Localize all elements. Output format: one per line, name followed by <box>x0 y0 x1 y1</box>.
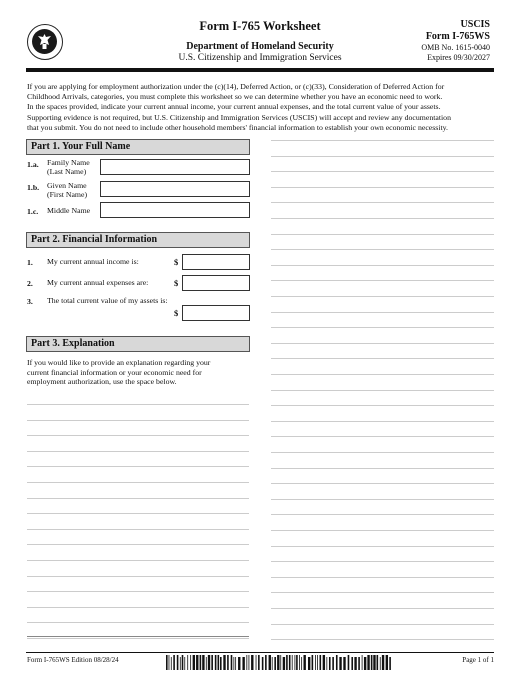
barcode-bar <box>315 655 316 670</box>
barcode-bar <box>258 655 260 670</box>
writing-line <box>27 435 249 436</box>
barcode-bar <box>231 655 233 670</box>
barcode-bar <box>235 657 236 670</box>
barcode-bar <box>215 655 217 670</box>
dollar-sign: $ <box>174 308 179 318</box>
barcode-bar <box>242 657 244 670</box>
annual-expenses-label: My current annual expenses are: <box>47 278 149 287</box>
barcode-bar <box>171 657 172 670</box>
item-number: 2. <box>27 279 33 288</box>
writing-line <box>271 530 494 531</box>
barcode-bar <box>292 655 293 670</box>
barcode-bar <box>339 657 341 670</box>
label-line: (Last Name) <box>47 166 87 176</box>
barcode-bar <box>280 655 281 670</box>
writing-line <box>271 514 494 515</box>
assets-value-label: The total current value of my assets is: <box>47 296 168 305</box>
barcode-bar <box>269 655 271 670</box>
writing-line <box>27 482 249 483</box>
family-name-input[interactable] <box>100 159 250 175</box>
barcode-image <box>166 655 392 670</box>
writing-line <box>271 561 494 562</box>
header-divider <box>26 68 494 72</box>
part1-heading: Part 1. Your Full Name <box>26 139 250 155</box>
writing-line <box>271 374 494 375</box>
intro-line: In the spaces provided, indicate your current annual income, your current annual expenses, and the total current value of your assets. <box>27 102 441 112</box>
barcode-bar <box>184 657 185 670</box>
writing-line <box>27 576 249 577</box>
barcode-bar <box>180 657 181 670</box>
writing-line <box>271 405 494 406</box>
barcode-bar <box>373 655 375 670</box>
barcode-bar <box>377 655 379 670</box>
writing-line <box>271 202 494 203</box>
barcode-bar <box>389 657 391 670</box>
barcode-bar <box>332 657 334 670</box>
barcode-bar <box>262 657 264 670</box>
barcode-bar <box>295 655 296 670</box>
writing-line <box>27 622 249 623</box>
intro-line: Childhood Arrivals, categories, you must complete this worksheet so we can determine whether you have an economic need to work. <box>27 92 443 102</box>
footer-divider <box>26 652 494 653</box>
writing-line <box>271 140 494 141</box>
writing-line <box>27 466 249 467</box>
barcode-bar <box>301 657 302 670</box>
barcode-bar <box>193 655 195 670</box>
label-line: Family Name <box>47 158 90 167</box>
writing-line <box>27 404 249 405</box>
barcode-bar <box>367 655 369 670</box>
barcode-bar <box>277 655 279 670</box>
writing-line <box>271 234 494 235</box>
barcode-bar <box>177 655 179 670</box>
instruction-line: current financial information or your economic need for <box>27 367 202 377</box>
writing-line <box>27 607 249 608</box>
writing-line <box>27 529 249 530</box>
barcode-bar <box>382 655 384 670</box>
family-name-label <box>47 159 90 176</box>
writing-line <box>27 591 249 592</box>
barcode-bar <box>323 655 325 670</box>
barcode-bar <box>220 657 222 670</box>
annual-expenses-input[interactable] <box>182 275 250 291</box>
agency-abbr: USCIS <box>460 19 490 30</box>
part3-heading: Part 3. Explanation <box>26 336 250 352</box>
instruction-line: employment authorization, use the space below. <box>27 377 177 386</box>
writing-line <box>27 544 249 545</box>
barcode-bar <box>233 657 234 670</box>
writing-line <box>271 358 494 359</box>
barcode-bar <box>371 655 373 670</box>
intro-line: Supporting evidence is not required, but U.S. Citizenship and Immigration Services (USCIS) will accept and review any documentation <box>27 112 451 122</box>
writing-line <box>27 420 249 421</box>
barcode-bar <box>200 655 202 670</box>
item-number: 3. <box>27 297 33 306</box>
barcode-bar <box>274 657 276 670</box>
writing-line <box>271 171 494 172</box>
writing-line <box>271 468 494 469</box>
writing-line <box>27 451 249 452</box>
instruction-line: If you would like to provide an explanation regarding your <box>27 358 211 367</box>
given-name-label <box>47 182 87 199</box>
barcode-bar <box>317 655 318 670</box>
item-number: 1.c. <box>27 207 39 216</box>
barcode-bar <box>289 655 291 670</box>
writing-line <box>271 280 494 281</box>
writing-line <box>271 577 494 578</box>
barcode-bar <box>223 655 225 670</box>
writing-line <box>271 436 494 437</box>
writing-line <box>271 327 494 328</box>
barcode-bar <box>351 657 353 670</box>
barcode-bar <box>312 655 314 670</box>
writing-line <box>271 592 494 593</box>
barcode-bar <box>265 655 267 670</box>
barcode-bar <box>272 657 273 670</box>
writing-line <box>271 296 494 297</box>
barcode-bar <box>206 657 207 670</box>
writing-line <box>271 265 494 266</box>
barcode-bar <box>173 655 175 670</box>
writing-line <box>27 560 249 561</box>
writing-line <box>27 498 249 499</box>
barcode-bar <box>362 655 363 670</box>
barcode-bar <box>336 655 338 670</box>
barcode-bar <box>249 655 250 670</box>
barcode-bar <box>202 655 204 670</box>
writing-line <box>271 249 494 250</box>
barcode-bar <box>308 657 310 670</box>
explanation-instructions <box>27 358 249 387</box>
barcode-bar <box>380 657 381 670</box>
intro-line: that you submit. You do not need to include other household members' financial information to establish your own economic necessity. <box>27 122 448 132</box>
part2-heading: Part 2. Financial Information <box>26 232 250 248</box>
writing-line <box>271 312 494 313</box>
barcode-bar <box>343 657 345 670</box>
barcode-bar <box>208 655 210 670</box>
writing-line <box>271 452 494 453</box>
writing-line <box>271 156 494 157</box>
form-number: Form I-765WS <box>425 31 490 42</box>
barcode-bar <box>286 655 288 670</box>
barcode-bar <box>238 657 240 670</box>
barcode-bar <box>329 657 331 670</box>
writing-line <box>271 187 494 188</box>
omb-number: OMB No. 1615-0040 <box>421 43 490 52</box>
agency-name: U.S. Citizenship and Immigration Services <box>178 53 342 63</box>
writing-line <box>271 218 494 219</box>
writing-line <box>27 638 249 639</box>
barcode-bar <box>187 655 188 670</box>
barcode-bar <box>166 655 168 670</box>
middle-name-label: Middle Name <box>47 206 91 215</box>
barcode-bar <box>326 657 327 670</box>
barcode-bar <box>251 655 253 670</box>
form-edition: Form I-765WS Edition 08/28/24 <box>27 656 119 664</box>
explanation-bottom-line <box>27 636 249 637</box>
barcode-bar <box>246 655 247 670</box>
page-number: Page 1 of 1 <box>462 656 494 664</box>
barcode-bar <box>364 657 366 670</box>
barcode-bar <box>354 657 356 670</box>
writing-line <box>27 513 249 514</box>
barcode-bar <box>296 655 298 670</box>
barcode-bar <box>182 655 184 670</box>
writing-line <box>271 343 494 344</box>
barcode-bar <box>303 655 305 670</box>
barcode-bar <box>319 655 321 670</box>
department-name: Department of Homeland Security <box>186 41 334 52</box>
item-number: 1.a. <box>27 160 39 169</box>
dollar-sign: $ <box>174 278 179 288</box>
label-line: (First Name) <box>47 189 88 199</box>
barcode-bar <box>283 657 285 670</box>
form-title: Form I-765 Worksheet <box>199 19 321 33</box>
barcode-bar <box>299 655 300 670</box>
barcode-bar <box>169 655 170 670</box>
item-number: 1.b. <box>27 183 40 192</box>
barcode-bar <box>190 655 191 670</box>
annual-income-input[interactable] <box>182 254 250 270</box>
writing-line <box>271 608 494 609</box>
dollar-sign: $ <box>174 257 179 267</box>
barcode-bar <box>386 655 388 670</box>
barcode-bar <box>196 655 198 670</box>
label-line: Given Name <box>47 181 87 190</box>
assets-value-input[interactable] <box>182 305 250 321</box>
given-name-input[interactable] <box>100 181 250 197</box>
intro-paragraph <box>27 82 493 133</box>
writing-line <box>271 639 494 640</box>
barcode-bar <box>256 655 257 670</box>
expiration-date: Expires 09/30/2027 <box>427 53 490 62</box>
barcode-bar <box>218 655 220 670</box>
writing-line <box>271 546 494 547</box>
middle-name-input[interactable] <box>100 202 250 218</box>
writing-line <box>271 483 494 484</box>
annual-income-label: My current annual income is: <box>47 257 139 266</box>
writing-line <box>271 624 494 625</box>
barcode-bar <box>348 655 350 670</box>
writing-line <box>271 390 494 391</box>
barcode-bar <box>358 657 360 670</box>
writing-line <box>271 421 494 422</box>
barcode-bar <box>211 655 213 670</box>
writing-line <box>271 499 494 500</box>
item-number: 1. <box>27 258 33 267</box>
barcode-bar <box>227 655 229 670</box>
intro-line: If you are applying for employment authorization under the (c)(14), Deferred Action, or (c)(33), Consideration of Deferred Action for <box>27 82 445 91</box>
